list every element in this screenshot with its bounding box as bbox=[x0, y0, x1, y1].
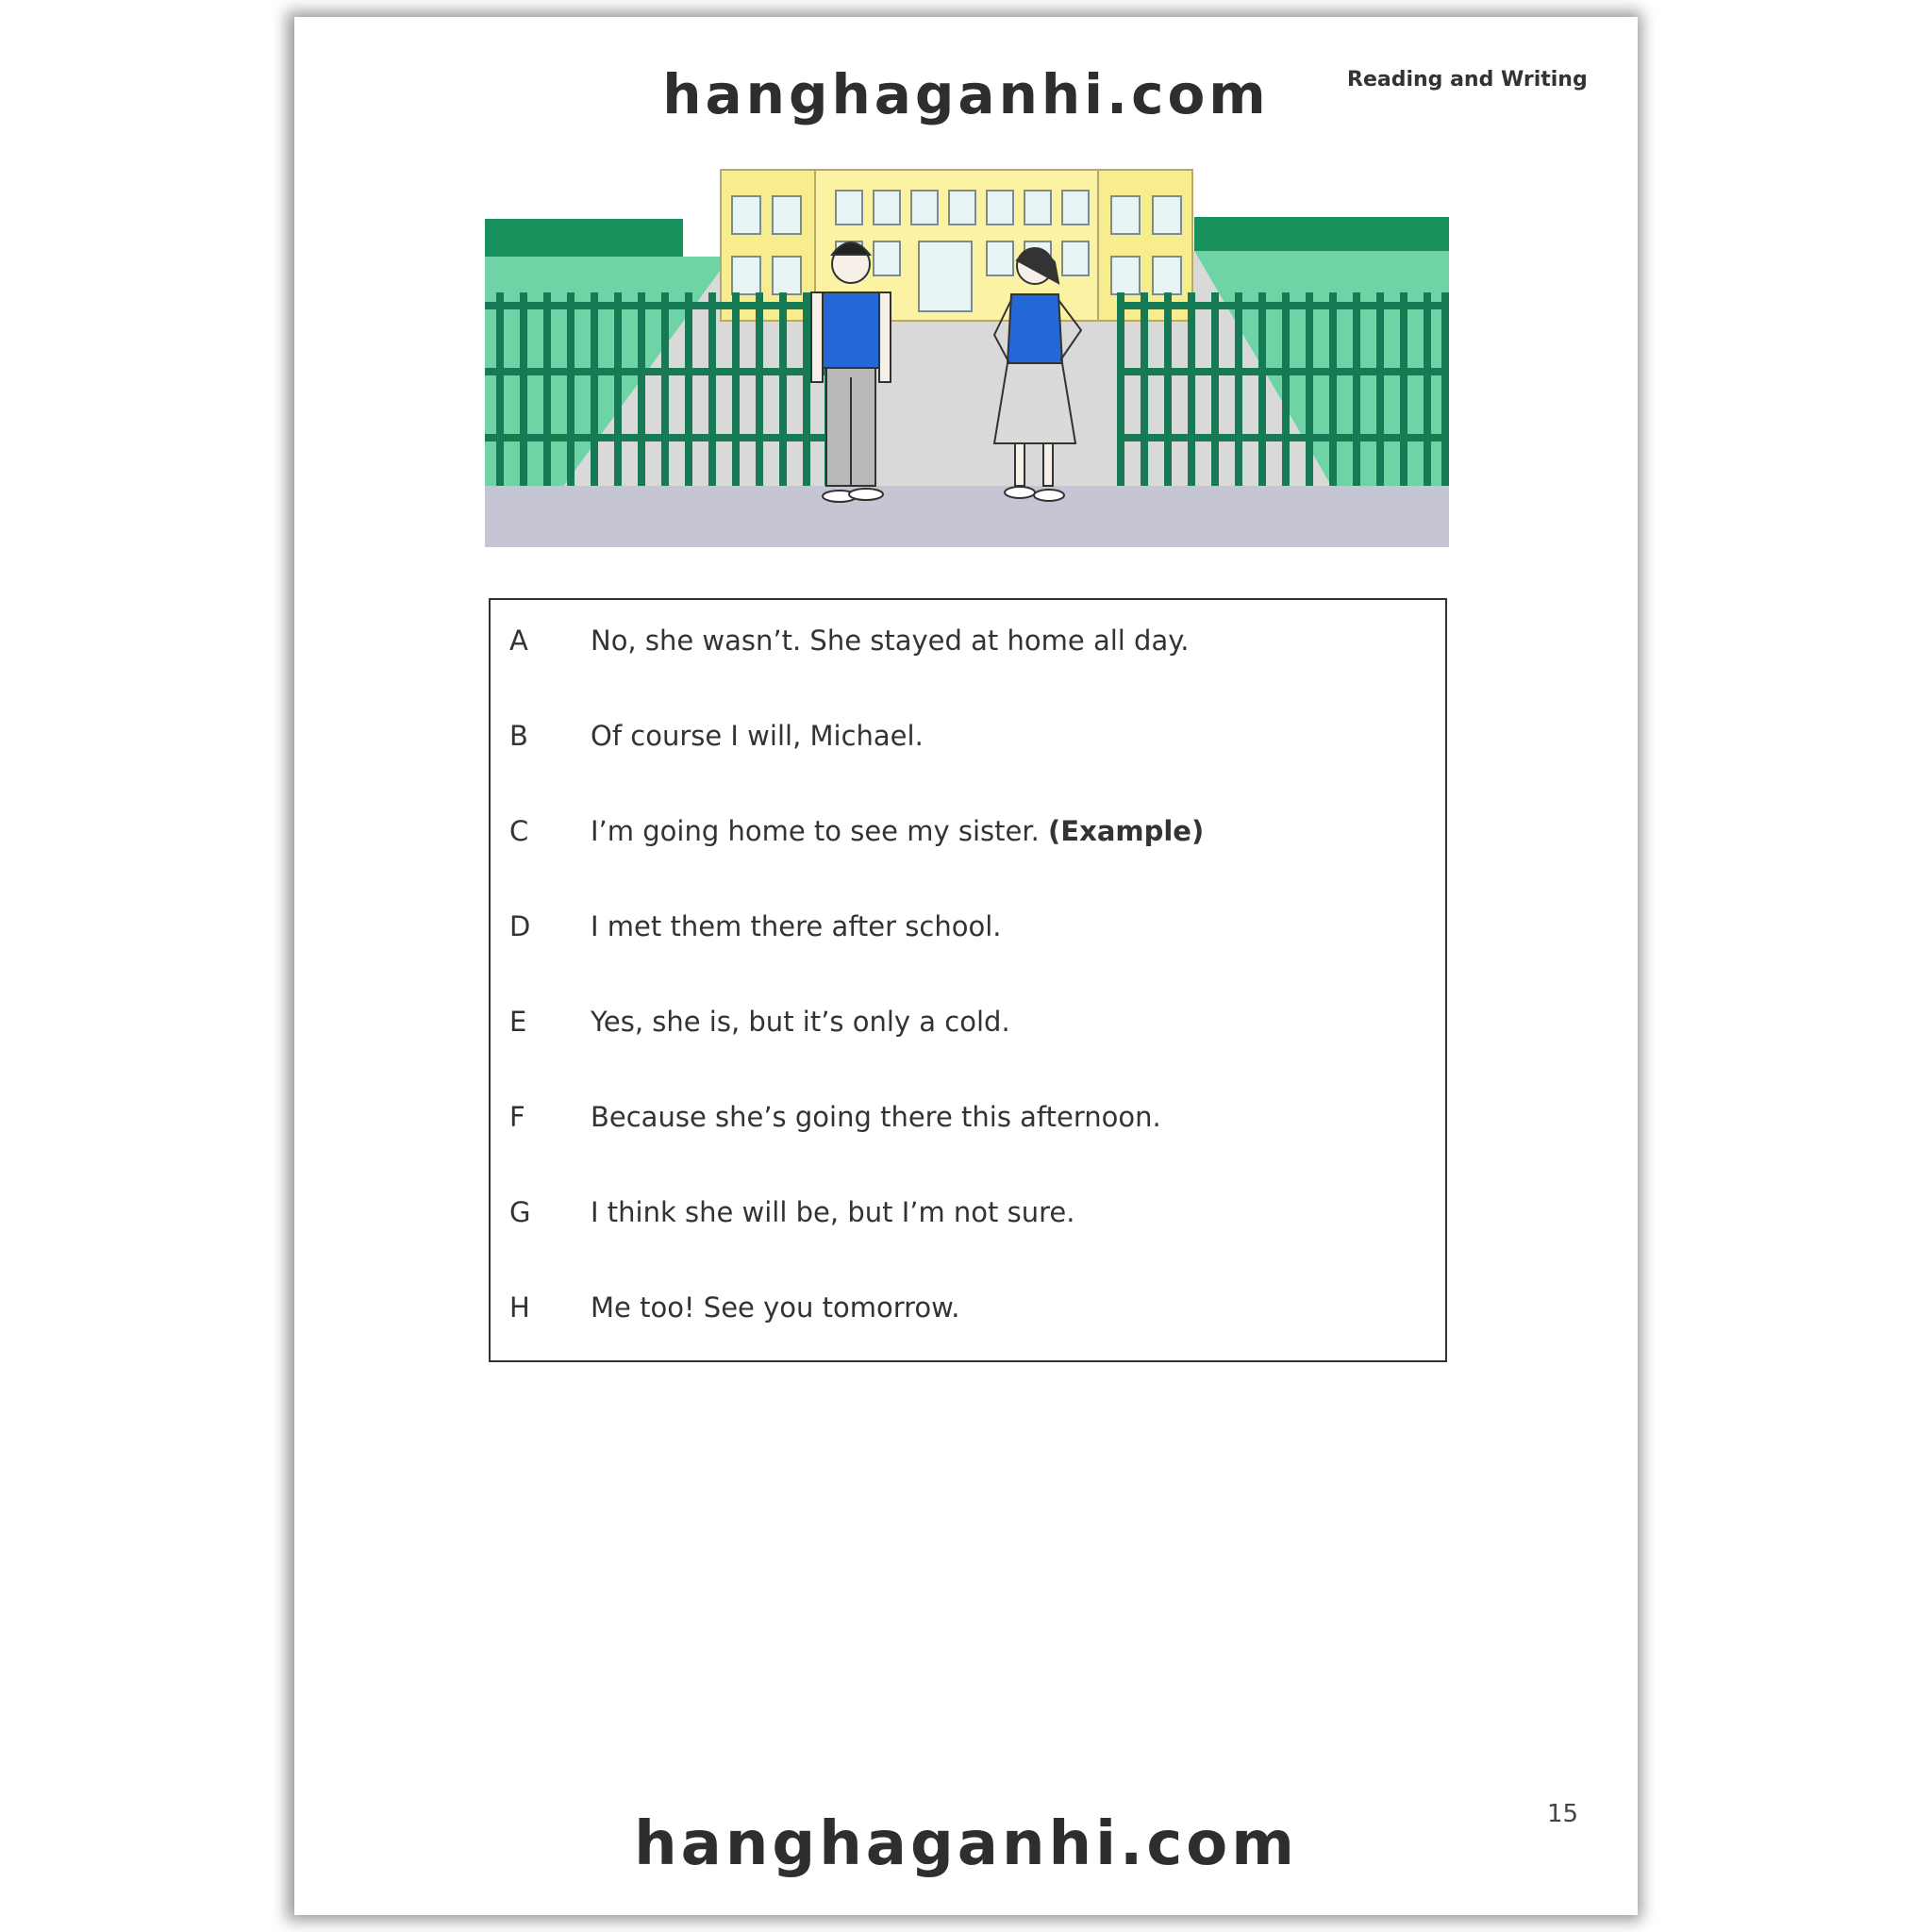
option-letter: A bbox=[509, 625, 528, 657]
option-h bbox=[491, 1280, 1445, 1337]
watermark-bottom: hanghaganhi.com bbox=[634, 1809, 1298, 1879]
school-gate-illustration bbox=[485, 151, 1449, 547]
page-number: 15 bbox=[1547, 1800, 1579, 1828]
option-c bbox=[491, 804, 1445, 860]
option-letter: C bbox=[509, 815, 529, 847]
option-e bbox=[491, 994, 1445, 1051]
option-letter: E bbox=[509, 1006, 527, 1038]
option-text: I’m going home to see my sister. bbox=[591, 815, 1040, 847]
watermark-top: hanghaganhi.com bbox=[662, 62, 1270, 126]
option-text-wrapper bbox=[591, 815, 1204, 847]
option-text: I think she will be, but I’m not sure. bbox=[591, 1196, 1075, 1228]
option-a bbox=[491, 613, 1445, 670]
option-letter: B bbox=[509, 720, 528, 752]
option-text: Of course I will, Michael. bbox=[591, 720, 924, 752]
option-text: Yes, she is, but it’s only a cold. bbox=[591, 1006, 1010, 1038]
option-letter: D bbox=[509, 910, 531, 942]
section-title: Reading and Writing bbox=[1347, 68, 1588, 92]
example-label: (Example) bbox=[1048, 815, 1205, 847]
option-text: Because she’s going there this afternoon. bbox=[591, 1101, 1161, 1133]
option-letter: F bbox=[509, 1101, 525, 1133]
option-d bbox=[491, 899, 1445, 956]
option-b bbox=[491, 708, 1445, 765]
answer-options-box bbox=[489, 598, 1447, 1362]
option-letter: G bbox=[509, 1196, 531, 1228]
option-text: Me too! See you tomorrow. bbox=[591, 1291, 960, 1324]
option-text: I met them there after school. bbox=[591, 910, 1002, 942]
option-letter: H bbox=[509, 1291, 530, 1324]
option-f bbox=[491, 1090, 1445, 1146]
option-g bbox=[491, 1185, 1445, 1241]
option-text: No, she wasn’t. She stayed at home all day. bbox=[591, 625, 1190, 657]
workbook-page bbox=[294, 17, 1638, 1915]
